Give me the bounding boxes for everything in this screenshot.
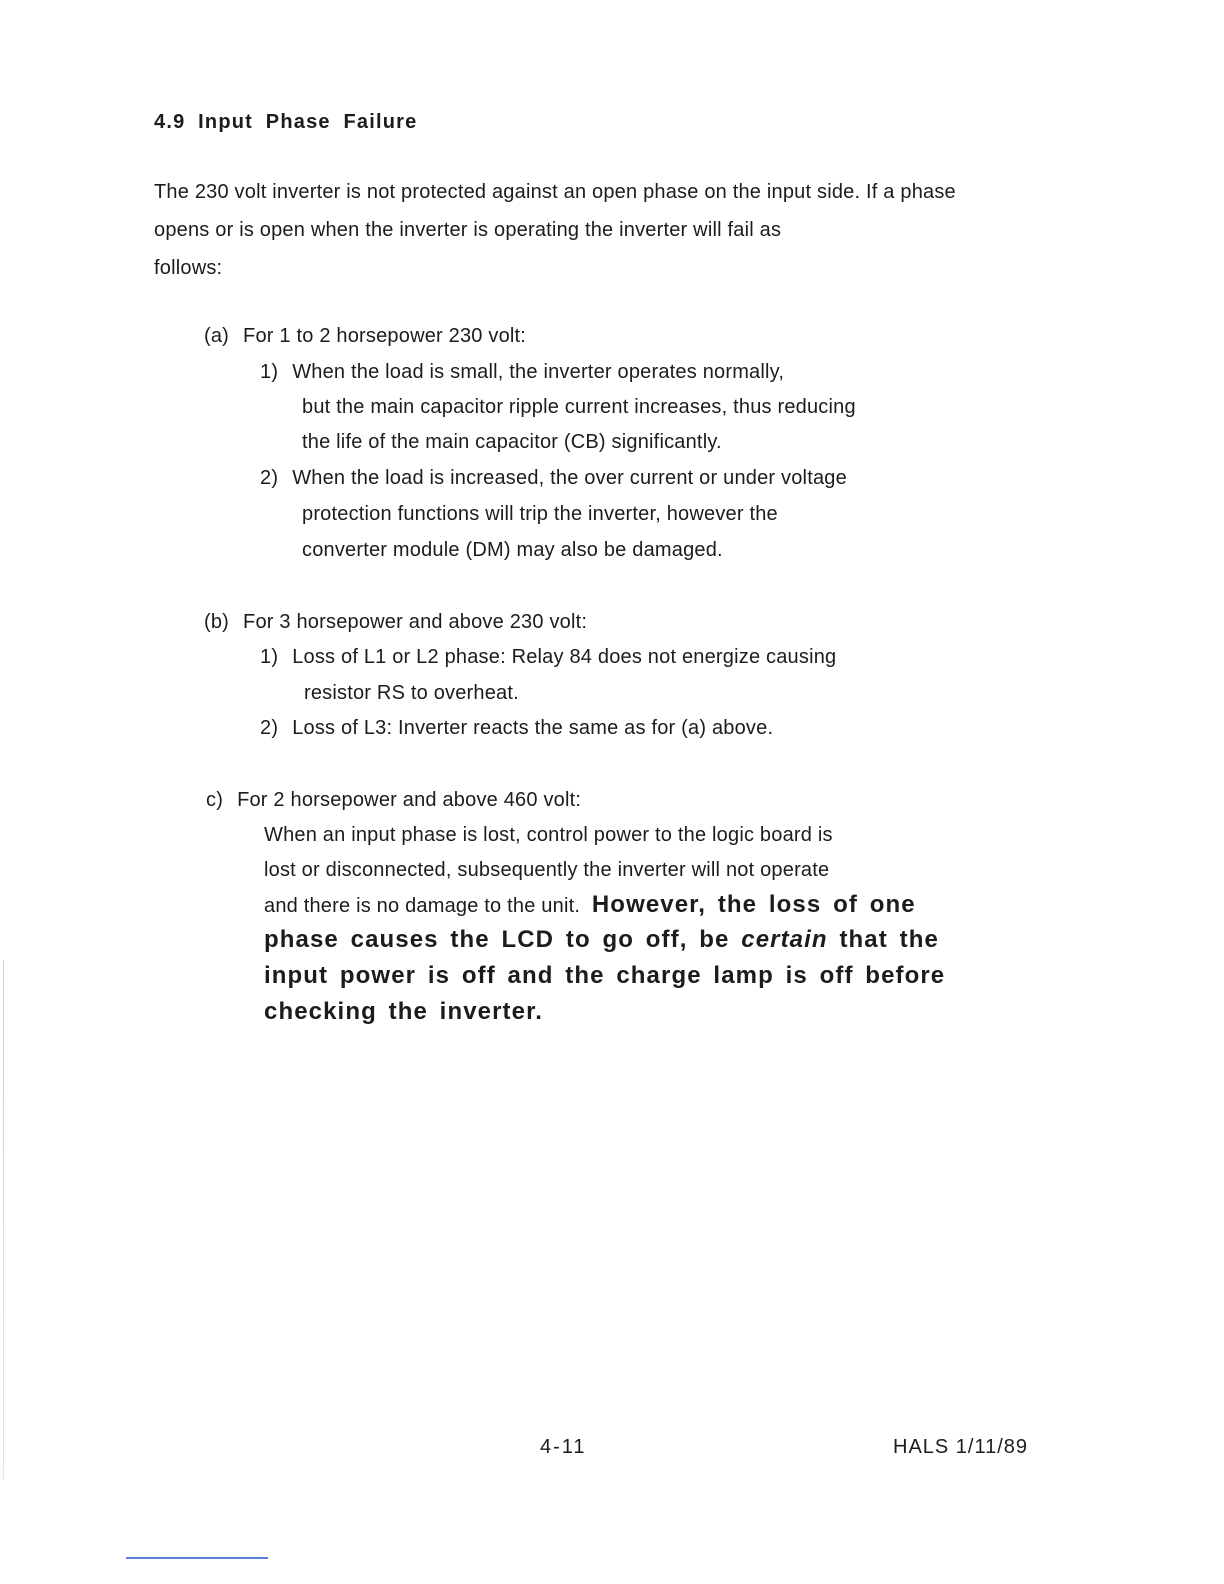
item-b-sub2-num: 2) [260, 717, 279, 739]
item-c-header [206, 788, 581, 812]
page-number: 4-11 [540, 1436, 587, 1458]
item-a-title: For 1 to 2 horsepower 230 volt: [243, 325, 527, 347]
item-b-sub1-line-2: resistor RS to overheat. [304, 682, 519, 704]
item-a-sub1-line-2: but the main capacitor ripple current increases, thus reducing [302, 396, 856, 418]
item-c-text-3: and there is no damage to the unit. [264, 895, 581, 917]
item-b-sub2-line-1 [260, 716, 773, 740]
item-a-header [204, 324, 526, 348]
item-c-warning-2b: that the [839, 926, 939, 953]
section-heading: 4.9 Input Phase Failure [154, 111, 418, 133]
item-c-warning-line-3: input power is off and the charge lamp is off before [264, 962, 946, 989]
intro-line-1: The 230 volt inverter is not protected against an open phase on the input side. If a phase [154, 181, 956, 203]
document-reference: HALS 1/11/89 [893, 1436, 1029, 1458]
item-c-line-3 [264, 893, 916, 918]
item-b-header [204, 610, 587, 634]
scan-edge-mark [3, 960, 4, 1480]
item-a-label: (a) [204, 325, 230, 347]
item-b-sub2-text-1: Loss of L3: Inverter reacts the same as for (a) above. [292, 717, 774, 739]
item-b-sub1-text-1: Loss of L1 or L2 phase: Relay 84 does not energize causing [292, 646, 837, 668]
item-c-warning-line-4: checking the inverter. [264, 998, 543, 1025]
item-b-sub1-num: 1) [260, 646, 279, 668]
item-a-sub2-line-3: converter module (DM) may also be damaged. [302, 539, 723, 561]
item-c-warning-2a: phase causes the LCD to go off, be [264, 926, 730, 953]
item-b-sub1-line-1 [260, 645, 836, 669]
intro-line-3: follows: [154, 257, 223, 279]
item-a-sub2-line-2: protection functions will trip the inverter, however the [302, 503, 778, 525]
item-b-label: (b) [204, 611, 230, 633]
item-c-line-1: When an input phase is lost, control power to the logic board is [264, 824, 833, 846]
item-c-title: For 2 horsepower and above 460 volt: [237, 789, 582, 811]
item-a-sub2-num: 2) [260, 467, 279, 489]
item-a-sub2-text-1: When the load is increased, the over current or under voltage [292, 467, 847, 489]
item-c-line-2: lost or disconnected, subsequently the inverter will not operate [264, 859, 830, 881]
item-c-warning-line-2 [264, 928, 939, 952]
item-c-warning-emphasis: certain [741, 926, 828, 953]
item-a-sub1-num: 1) [260, 361, 279, 383]
item-c-warning-1: However, the loss of one [591, 891, 916, 918]
item-b-title: For 3 horsepower and above 230 volt: [243, 611, 588, 633]
item-a-sub2-line-1 [260, 466, 847, 490]
item-c-label: c) [206, 789, 224, 811]
item-a-sub1-line-3: the life of the main capacitor (CB) significantly. [302, 431, 722, 453]
item-a-sub1-text-1: When the load is small, the inverter operates normally, [292, 361, 785, 383]
item-a-sub1-line-1 [260, 360, 784, 384]
bottom-rule [126, 1557, 268, 1559]
intro-line-2: opens or is open when the inverter is operating the inverter will fail as [154, 219, 782, 241]
